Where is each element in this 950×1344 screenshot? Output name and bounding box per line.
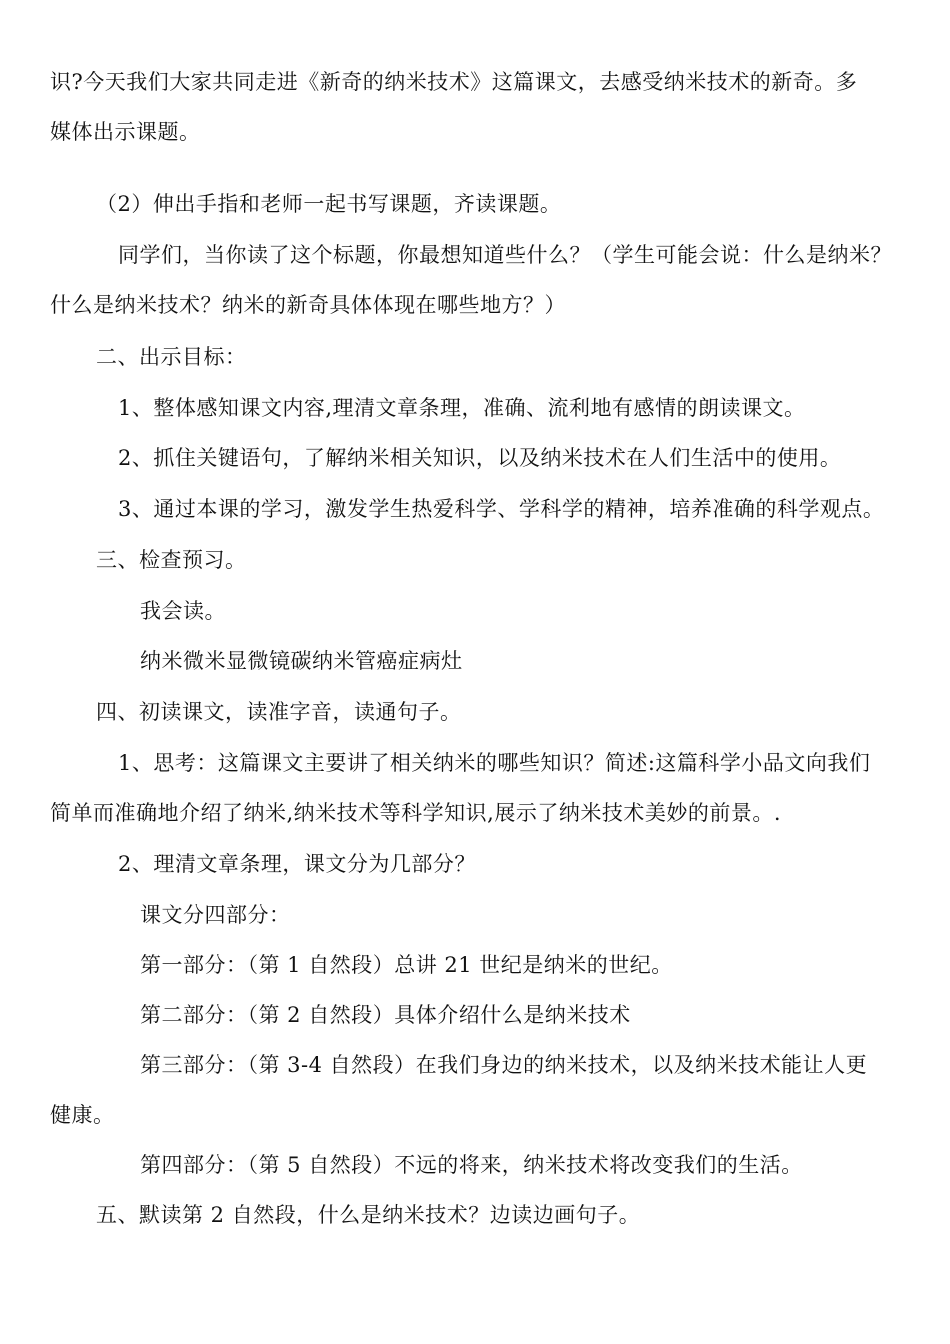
text-line-3: （2）伸出手指和老师一起书写课题，齐读课题。 [96,192,562,216]
text-line-14: 1、思考：这篇课文主要讲了相关纳米的哪些知识？简述:这篇科学小品文向我们 [118,751,871,775]
part-1-line: 第一部分：（第 1 自然段）总讲 21 世纪是纳米的世纪。 [140,953,673,977]
text-line-5: 什么是纳米技术？纳米的新奇具体体现在哪些地方？） [50,293,566,317]
part-2-line: 第二部分：（第 2 自然段）具体介绍什么是纳米技术 [140,1003,631,1027]
goal-item-2: 2、抓住关键语句，了解纳米相关知识，以及纳米技术在人们生活中的使用。 [118,446,842,470]
part-3-continuation: 健康。 [50,1103,115,1127]
section-heading-4: 四、初读课文，读准字音，读通句子。 [96,700,462,724]
section-heading-3: 三、检查预习。 [96,548,247,572]
section-heading-5: 五、默读第 2 自然段，什么是纳米技术？边读边画句子。 [96,1203,641,1227]
part-4-line: 第四部分：（第 5 自然段）不远的将来，纳米技术将改变我们的生活。 [140,1153,803,1177]
text-line-2: 媒体出示课题。 [50,120,201,144]
text-line-1: 识?今天我们大家共同走进《新奇的纳米技术》这篇课文，去感受纳米技术的新奇。多 [50,70,858,94]
text-line-11: 我会读。 [140,599,226,623]
text-line-16: 2、理清文章条理，课文分为几部分？ [118,852,476,876]
section-heading-2: 二、出示目标： [96,345,247,369]
goal-item-3: 3、通过本课的学习，激发学生热爱科学、学科学的精神，培养准确的科学观点。 [118,497,885,521]
vocabulary-line: 纳米微米显微镜碳纳米管癌症病灶 [140,649,463,673]
text-line-4: 同学们，当你读了这个标题，你最想知道些什么？（学生可能会说：什么是纳米？ [118,243,892,267]
text-line-15: 简单而准确地介绍了纳米,纳米技术等科学知识,展示了纳米技术美妙的前景。. [50,801,782,825]
goal-item-1: 1、整体感知课文内容,理清文章条理，准确、流利地有感情的朗读课文。 [118,396,806,420]
part-3-line: 第三部分：（第 3-4 自然段）在我们身边的纳米技术，以及纳米技术能让人更 [140,1053,868,1077]
text-line-17: 课文分四部分： [140,903,291,927]
